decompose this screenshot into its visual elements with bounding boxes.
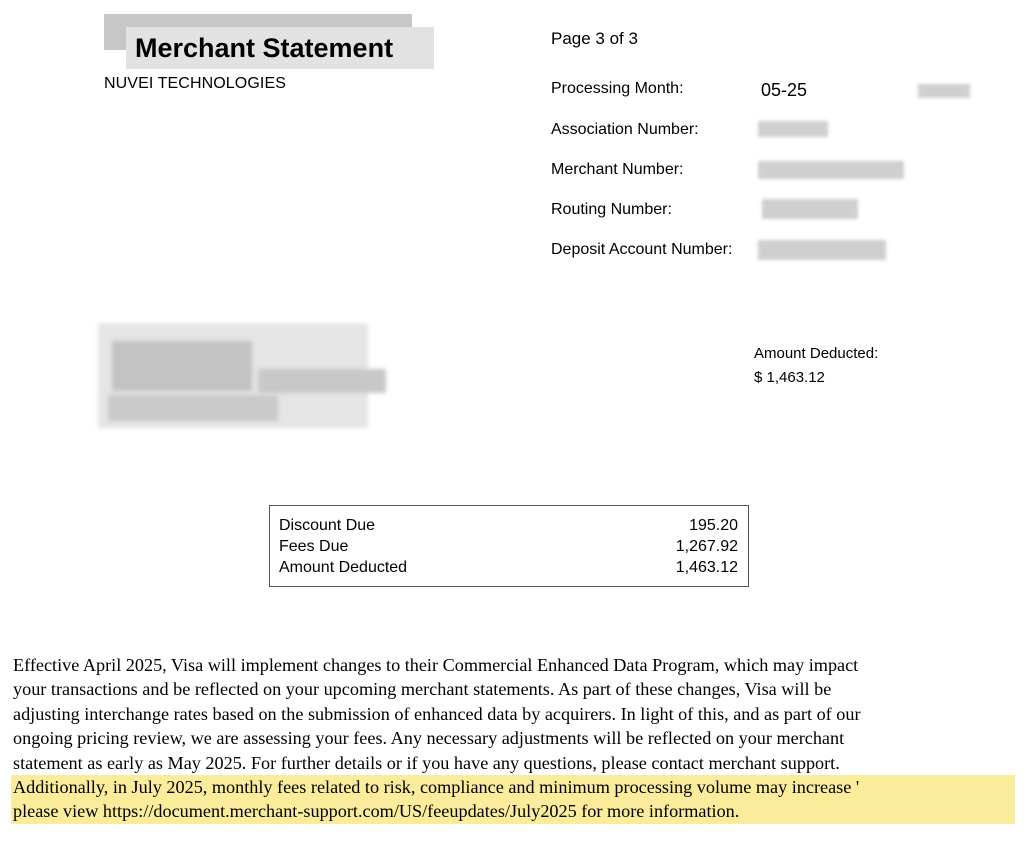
redacted-value <box>918 84 970 98</box>
redacted-address-block <box>98 323 386 428</box>
summary-box <box>269 505 749 587</box>
routing-number-label: Routing Number: <box>551 201 672 218</box>
page-number: Page 3 of 3 <box>551 29 638 48</box>
summary-label: Discount Due <box>279 517 376 534</box>
processing-month-value: 05-25 <box>761 80 808 100</box>
notice-line: Effective April 2025, Visa will implement changes to their Commercial Enhanced Data Program, which may impact <box>13 655 859 675</box>
notice-line: adjusting interchange rates based on the submission of enhanced data by acquirers. In light of this, and as part of our <box>13 703 861 724</box>
redacted-routing-number <box>762 199 858 219</box>
deposit-account-number-label: Deposit Account Number: <box>551 241 733 258</box>
amount-deducted-value: $ 1,463.12 <box>754 369 825 386</box>
summary-label: Amount Deducted <box>279 559 408 576</box>
amount-deducted-label: Amount Deducted: <box>754 345 879 362</box>
summary-row-discount-due <box>279 515 738 536</box>
notice-line: ongoing pricing review, we are assessing your fees. Any necessary adjustments will be reflected on your merchant <box>13 728 845 749</box>
redacted-association-number <box>758 121 828 137</box>
summary-value: 1,267.92 <box>675 538 738 555</box>
merchant-number-label: Merchant Number: <box>551 161 684 178</box>
highlighted-notice-line: Additionally, in July 2025, monthly fees related to risk, compliance and minimum processing volume may increase ' <box>11 775 1015 799</box>
redacted-deposit-account-number <box>758 240 886 260</box>
summary-value: 1,463.12 <box>675 559 738 576</box>
notice-line: your transactions and be reflected on your upcoming merchant statements. As part of these changes, Visa will be <box>13 679 832 700</box>
association-number-label: Association Number: <box>551 121 699 138</box>
page-title: Merchant Statement <box>126 27 434 69</box>
summary-row-amount-deducted <box>279 557 738 578</box>
company-name: NUVEI TECHNOLOGIES <box>104 75 286 92</box>
notice-paragraph <box>13 653 1017 824</box>
notice-line: statement as early as May 2025. For further details or if you have any questions, please contact merchant support. <box>13 752 840 773</box>
summary-label: Fees Due <box>279 538 349 555</box>
summary-value: 195.20 <box>689 517 738 534</box>
highlighted-notice-line: please view https://document.merchant-support.com/US/feeupdates/July2025 for more information. <box>11 799 1015 823</box>
processing-month-label: Processing Month: <box>551 80 684 97</box>
redacted-merchant-number <box>758 161 904 179</box>
summary-row-fees-due <box>279 536 738 557</box>
